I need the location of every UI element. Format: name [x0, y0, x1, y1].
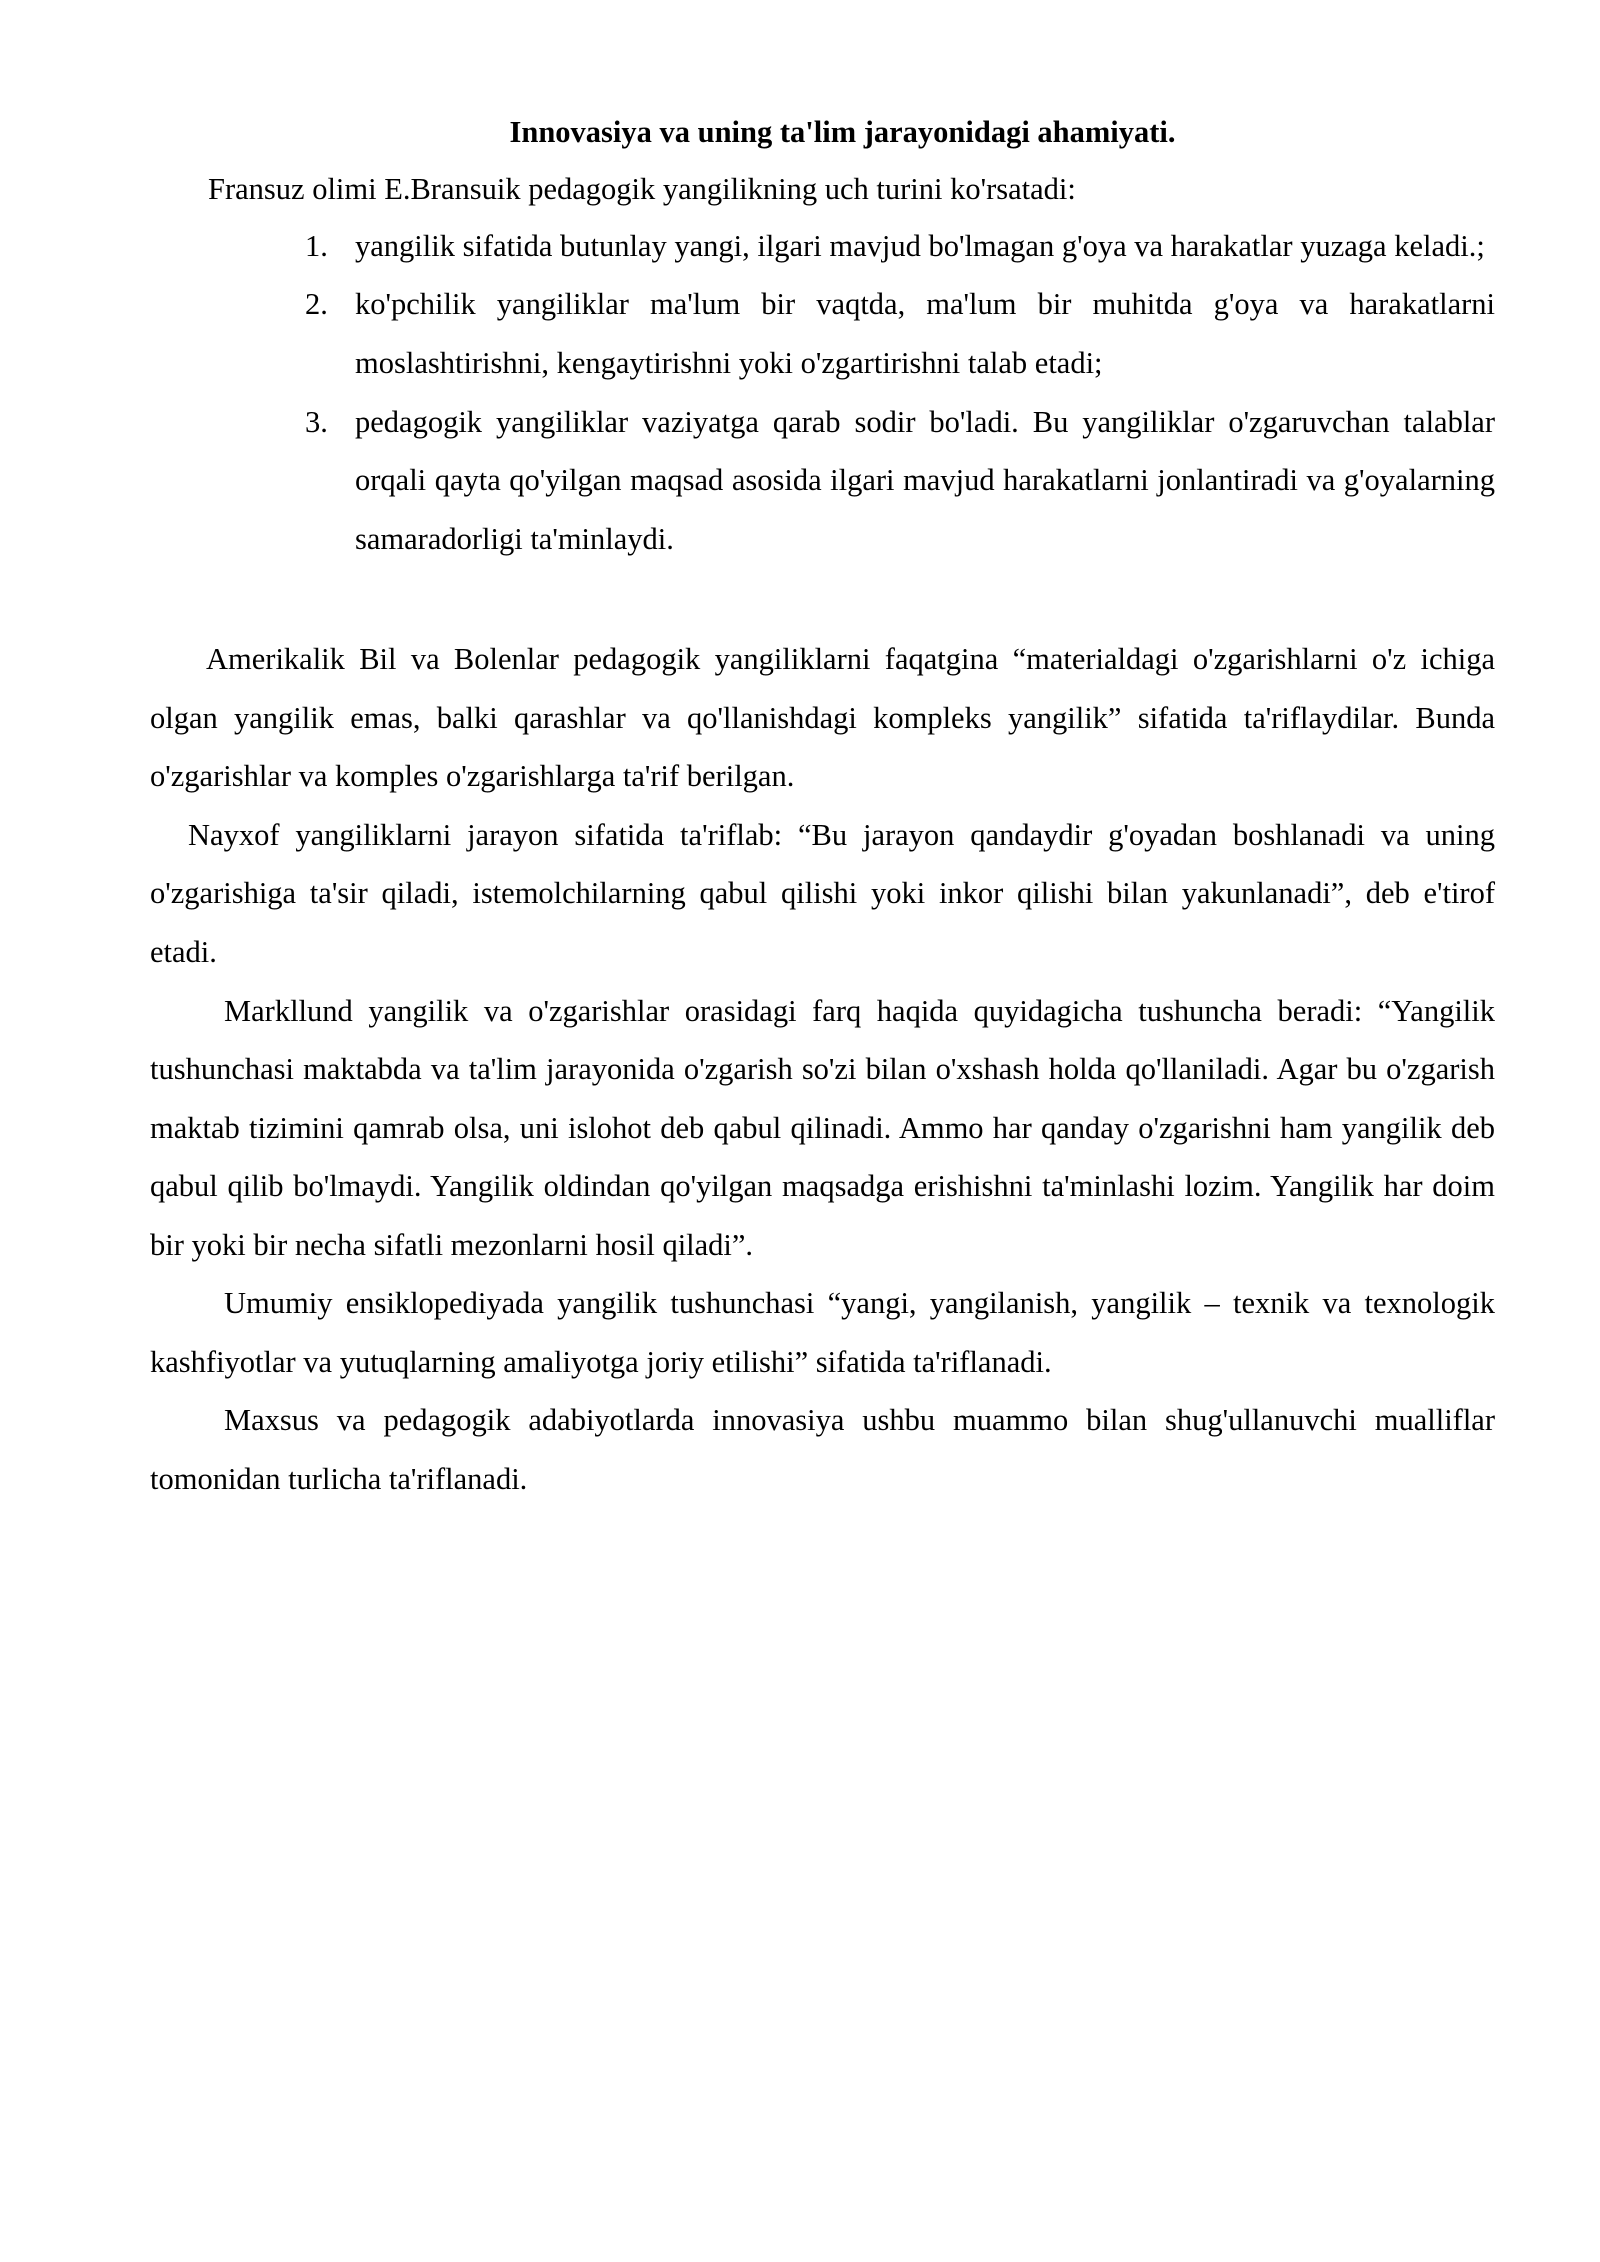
- list-item-text: ko'pchilik yangiliklar ma'lum bir vaqtda, ma'lum bir muhitda g'oya va harakatlarni moslashtirishni, kengaytirishni yoki o'zgartirishni talab etadi;: [355, 287, 1495, 381]
- paragraph-spacer: [150, 568, 1495, 630]
- list-item-number: 2.: [305, 287, 328, 322]
- list-item: [150, 275, 1495, 392]
- document-body: [150, 110, 1495, 1508]
- paragraph-maxsus: Maxsus va pedagogik adabiyotlarda innovasiya ushbu muammo bilan shug'ullanuvchi mualliflar tomonidan turlicha ta'riflanadi.: [150, 1403, 1495, 1496]
- numbered-list: [150, 217, 1495, 568]
- intro-paragraph: Fransuz olimi E.Bransuik pedagogik yangilikning uch turini ko'rsatadi:: [208, 171, 1076, 206]
- list-item-number: 1.: [305, 228, 328, 263]
- list-item: [150, 217, 1495, 276]
- paragraph-nayxof: Nayxof yangiliklarni jarayon sifatida ta'riflab: “Bu jarayon qandaydir g'oyadan boshlanadi va uning o'zgarishiga ta'sir qiladi, istemolchilarning qabul qilishi yoki inkor qilishi bilan yakunlanadi”, deb e'tirof etadi.: [150, 817, 1495, 969]
- paragraph-umumiy: Umumiy ensiklopediyada yangilik tushunchasi “yangi, yangilanish, yangilik – texnik va texnologik kashfiyotlar va yutuqlarning amaliyotga joriy etilishi” sifatida ta'riflanadi.: [150, 1286, 1495, 1379]
- list-item-number: 3.: [305, 404, 328, 439]
- page-title: Innovasiya va uning ta'lim jarayonidagi ahamiyati.: [509, 115, 1176, 149]
- list-item-text: yangilik sifatida butunlay yangi, ilgari mavjud bo'lmagan g'oya va harakatlar yuzaga keladi.;: [355, 228, 1485, 263]
- paragraph-markllund: Markllund yangilik va o'zgarishlar orasidagi farq haqida quyidagicha tushuncha beradi: “Yangilik tushunchasi maktabda va ta'lim jarayonida o'zgarish so'zi bilan o'xshash holda qo'llaniladi. Agar bu o'zgarish maktab tizimini qamrab olsa, uni islohot deb qabul qilinadi. Ammo har qanday o'zgarishni ham yangilik deb qabul qilib bo'lmaydi. Yangilik oldindan qo'yilgan maqsadga erishishni ta'minlashi lozim. Yangilik har doim bir yoki bir necha sifatli mezonlarni hosil qiladi”.: [150, 993, 1495, 1262]
- list-item-text: pedagogik yangiliklar vaziyatga qarab sodir bo'ladi. Bu yangiliklar o'zgaruvchan talablar orqali qayta qo'yilgan maqsad asosida ilgari mavjud harakatlarni jonlantiradi va g'oyalarning samaradorligi ta'minlaydi.: [355, 404, 1495, 556]
- paragraph-amerikalik: Amerikalik Bil va Bolenlar pedagogik yangiliklarni faqatgina “materialdagi o'zgarishlarni o'z ichiga olgan yangilik emas, balki qarashlar va qo'llanishdagi kompleks yangilik” sifatida ta'riflaydilar. Bunda o'zgarishlar va komples o'zgarishlarga ta'rif berilgan.: [150, 642, 1495, 794]
- list-item: [150, 393, 1495, 569]
